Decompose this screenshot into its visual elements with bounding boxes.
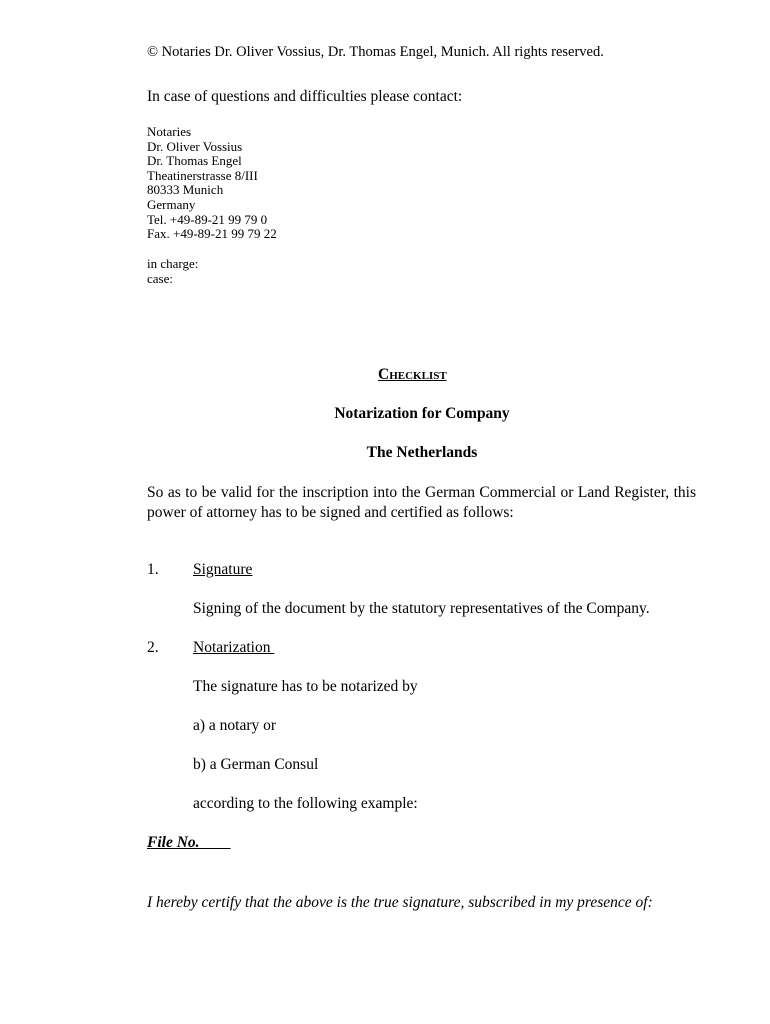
address-line-city: 80333 Munich (147, 182, 224, 198)
notarization-option-b: b) a German Consul (193, 756, 319, 773)
address-line-vossius: Dr. Oliver Vossius (147, 138, 243, 154)
in-charge-label: in charge: (147, 256, 199, 271)
contact-address (147, 125, 277, 242)
copyright-notice: © Notaries Dr. Oliver Vossius, Dr. Thomas Engel, Munich. All rights reserved. (147, 44, 604, 60)
address-line-notaries: Notaries (147, 124, 192, 139)
notarization-option-a: a) a notary or (193, 717, 277, 734)
section-notarization-number: 2. (147, 639, 159, 656)
section-signature-title: Signature (193, 561, 253, 578)
document-country: The Netherlands (366, 444, 478, 461)
section-signature-heading (147, 561, 252, 579)
contact-intro: In case of questions and difficulties please contact: (147, 88, 463, 105)
signature-text: Signing of the document by the statutory representatives of the Company. (193, 600, 650, 617)
document-title: Checklist (378, 366, 447, 383)
intro-paragraph: So as to be valid for the inscription into the German Commercial or Land Register, this power of attorney has to be signed and certified as follows: (147, 484, 696, 521)
file-number-label: File No. (147, 834, 231, 851)
address-line-engel: Dr. Thomas Engel (147, 153, 242, 169)
address-line-fax: Fax. +49-89-21 99 79 22 (147, 226, 277, 242)
address-line-phone: Tel. +49-89-21 99 79 0 (147, 211, 268, 227)
certification-text: I hereby certify that the above is the true signature, subscribed in my presence of: (147, 894, 653, 911)
section-notarization-heading (147, 639, 274, 657)
section-signature-number: 1. (147, 561, 159, 578)
notarization-text: The signature has to be notarized by (193, 678, 418, 695)
case-label: case: (147, 270, 173, 286)
address-line-street: Theatinerstrasse 8/III (147, 167, 258, 183)
document-subtitle: Notarization for Company (334, 405, 510, 422)
example-intro: according to the following example: (193, 795, 418, 812)
address-line-country: Germany (147, 196, 196, 212)
section-notarization-title: Notarization (193, 639, 275, 656)
case-reference (147, 257, 198, 286)
